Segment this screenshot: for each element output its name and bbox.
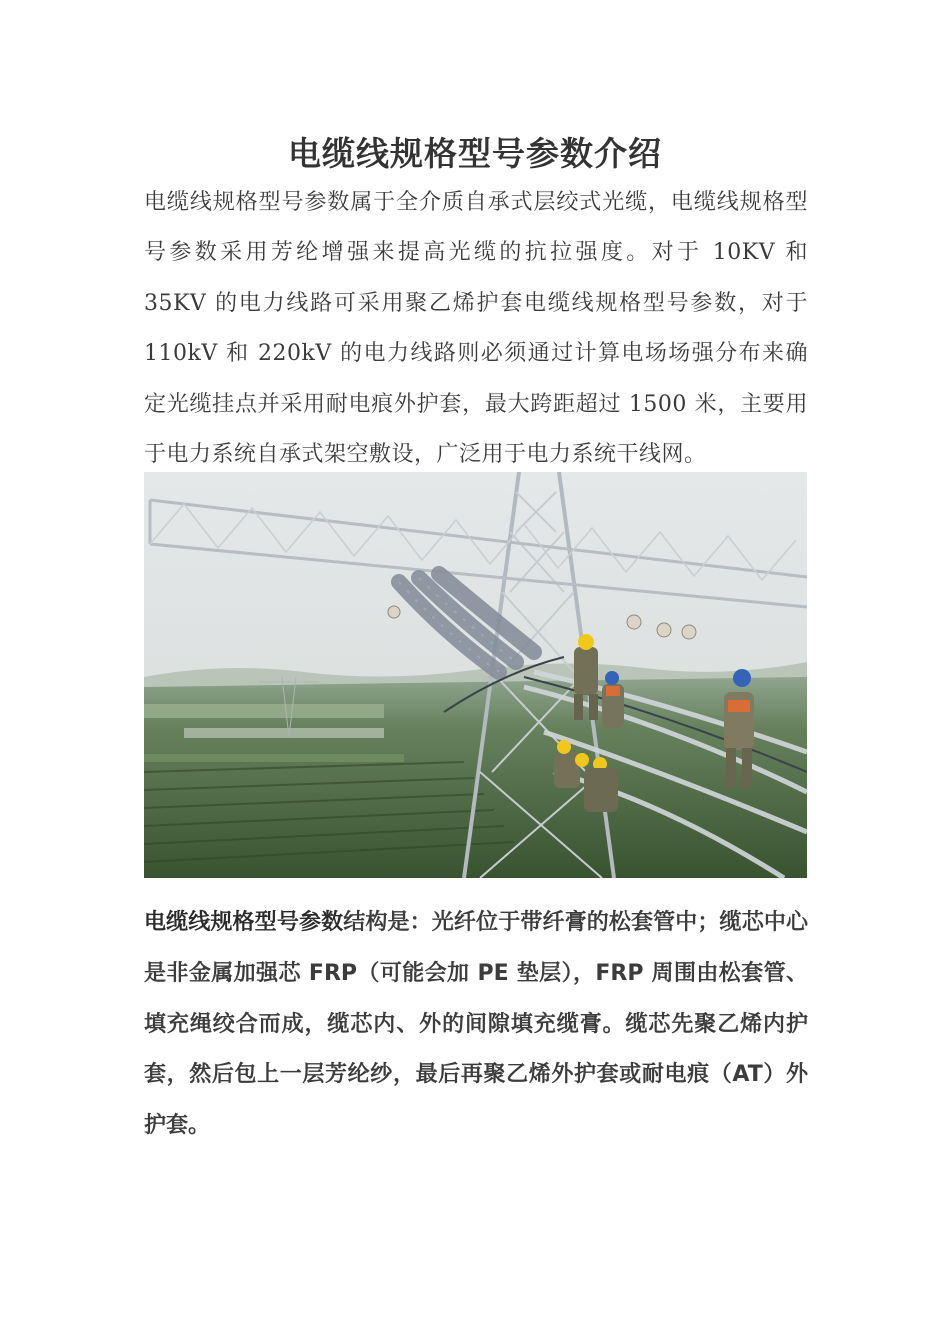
tower-workers-photo — [144, 472, 807, 878]
structure-lead-term: 电缆线规格型号参数 — [144, 910, 344, 935]
structure-description: 结构是：光纤位于带纤膏的松套管中；缆芯中心是非金属加强芯 FRP（可能会加 PE 垫层），FRP 周围由松套管、填充绳绞合而成，缆芯内、外的间隙填充缆膏。缆芯先聚乙烯内护套，然后包上一层芳纶纱，最后再聚乙烯外护套或耐电痕（AT）外护套。 — [144, 910, 808, 1139]
structure-paragraph — [144, 898, 808, 1152]
intro-paragraph: 电缆线规格型号参数属于全介质自承式层绞式光缆，电缆线规格型号参数采用芳纶增强来提高光缆的抗拉强度。对于 10KV 和 35KV 的电力线路可采用聚乙烯护套电缆线规格型号参数，对于 110kV 和 220kV 的电力线路则必须通过计算电场场强分布来确定光缆挂点并采用耐电痕外护套，最大跨距超过 1500 米，主要用于电力系统自承式架空敷设，广泛用于电力系统干线网。 — [144, 190, 808, 468]
document-title: 电缆线规格型号参数介绍 — [288, 134, 662, 173]
